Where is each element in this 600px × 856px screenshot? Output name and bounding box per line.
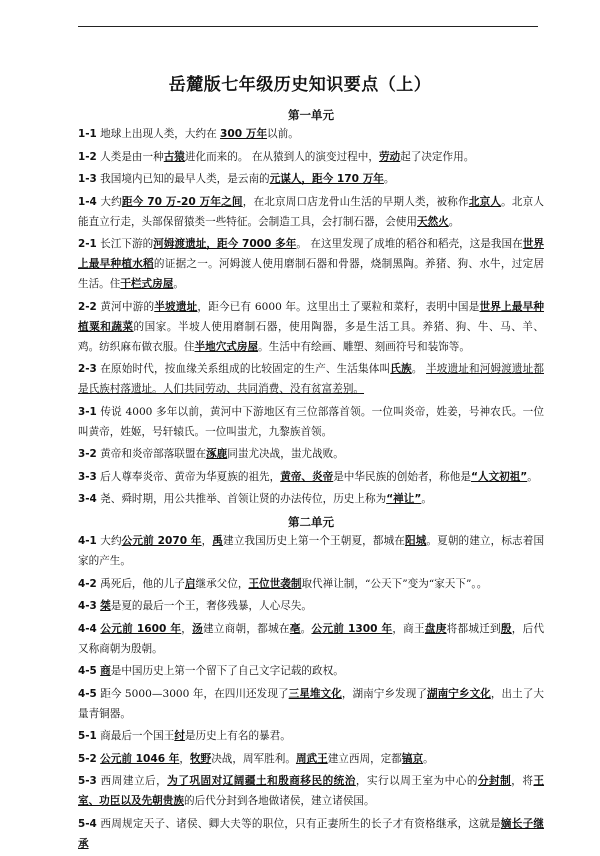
point-text: ，湖南宁乡发现了 <box>341 687 427 700</box>
point-text: 在原始时代，按血缘关系组成的比较固定的生产、生活集体叫 <box>96 363 391 375</box>
point-text: ，实行以周王室为中心的 <box>355 775 478 787</box>
key-term: 嫡长子继承 <box>78 817 544 850</box>
point-text: ，在北京周口店龙骨山生活的早期人类，被称作 <box>242 195 469 208</box>
knowledge-point <box>78 619 544 659</box>
key-term: 公元前 1300 年 <box>311 622 393 635</box>
point-text: 继承父位， <box>195 577 249 590</box>
point-text: 是中华民族的创始者，称他是 <box>333 470 471 483</box>
knowledge-point <box>78 574 544 594</box>
knowledge-point <box>78 444 544 464</box>
key-term: 殷 <box>500 622 512 635</box>
point-number: 1-1 <box>78 128 97 140</box>
unit-items <box>78 124 544 509</box>
point-number: 3-1 <box>78 405 97 418</box>
knowledge-point <box>78 297 544 357</box>
point-text: 后人尊奉炎帝、黄帝为华夏族的祖先， <box>96 470 281 483</box>
point-text: 建立商朝，都城在 <box>202 622 290 635</box>
point-text: ，将 <box>511 775 534 787</box>
knowledge-point <box>78 489 544 509</box>
knowledge-point <box>78 684 544 724</box>
header-rule <box>78 26 538 27</box>
point-number: 3-4 <box>78 493 97 505</box>
point-text: 。生活中有绘画、雕塑、刻画符号和装饰等。 <box>258 340 470 353</box>
point-text: 建立我国历史上第一个王朝夏，都城在 <box>223 535 405 547</box>
key-term: 古猿 <box>163 150 185 163</box>
key-term: 禹 <box>212 535 224 547</box>
point-text: ，出土了大量青铜器。 <box>78 687 545 720</box>
unit-section-2 <box>78 513 544 854</box>
document-body <box>78 106 544 856</box>
point-text: 西周规定天子、诸侯、卿大夫等的职位，只有正妻所生的长子才有资格继承，这就是 <box>96 817 501 830</box>
point-number: 5-4 <box>78 817 97 830</box>
point-text: 。 在这里发现了成堆的稻谷和稻壳，这是我国在 <box>296 238 523 250</box>
key-term: 河姆渡遗址，距今 7000 多年 <box>153 238 297 250</box>
point-number: 1-3 <box>78 173 97 185</box>
point-text: 。 <box>173 278 184 290</box>
point-text: 。 <box>421 493 432 505</box>
key-term: 商 <box>100 665 111 677</box>
point-text: 同蚩尤决战，蚩尤战败。 <box>227 448 344 460</box>
knowledge-point <box>78 771 544 811</box>
knowledge-point <box>78 169 544 189</box>
knowledge-point <box>78 467 544 487</box>
key-term: 阳城 <box>404 535 427 547</box>
key-term: 干栏式房屋 <box>120 278 174 290</box>
point-text: ，后代又称商朝为殷朝。 <box>78 622 545 655</box>
point-text: 商最后一个国王 <box>96 730 175 742</box>
key-term: 湖南宁乡文化 <box>427 687 491 700</box>
key-term: 镐京 <box>401 752 424 765</box>
key-term: 桀 <box>100 600 111 612</box>
point-number: 4-1 <box>78 535 97 547</box>
point-text: 的后代分封到各地做诸侯，建立诸侯国。 <box>183 795 375 807</box>
key-term: 盘庚 <box>424 622 447 635</box>
point-text: 是中国历史上第一个留下了自己文字记载的政权。 <box>110 665 344 677</box>
key-term: 公元前 1046 年 <box>100 752 180 765</box>
point-text: 传说 4000 多年以前，黄河中下游地区有三位部落首领。一位叫炎帝，姓姜，号神农氏。一位叫黄帝，姓姬，号轩辕氏。一位叫蚩尤，九黎族首领。 <box>78 405 544 438</box>
point-text: 以前。 <box>267 128 299 140</box>
point-text: 禹死后，他的儿子 <box>96 577 185 590</box>
point-number: 4-3 <box>78 600 97 612</box>
knowledge-point <box>78 531 544 571</box>
knowledge-point <box>78 661 544 681</box>
knowledge-point <box>78 359 544 399</box>
point-text: 是夏的最后一个王，奢侈残暴，人心尽失。 <box>110 600 313 612</box>
point-text: 尧、舜时期，用公共推举、首领让贤的办法传位，历史上称为 <box>96 493 387 505</box>
point-text: 我国境内已知的最早人类，是云南的 <box>96 173 270 185</box>
point-text: 西周建立后， <box>96 775 168 787</box>
unit-heading: 第一单元 <box>288 108 334 122</box>
point-text: 地球上出现人类，大约在 <box>96 128 221 140</box>
key-term: “人文初祖” <box>470 470 528 483</box>
page-title: 岳麓版七年级历史知识要点（上） <box>168 75 432 95</box>
unit-items <box>78 531 544 854</box>
point-text: ，距今已有 6000 年。这里出土了粟粒和菜籽，表明中国是 <box>197 300 480 313</box>
key-term: 天然火 <box>417 215 449 228</box>
point-text: ， <box>179 752 190 765</box>
key-term: “禅让” <box>386 493 422 505</box>
point-number: 4-5 <box>78 687 97 700</box>
key-term: 王室、功臣以及先朝贵族 <box>78 775 545 807</box>
key-term: 公元前 1600 年 <box>100 622 182 635</box>
point-text: ， <box>181 622 193 635</box>
point-text: 长江下游的 <box>96 238 154 250</box>
point-text: 。 <box>411 363 427 375</box>
key-term: 半地穴式房屋 <box>194 340 259 353</box>
point-text: 。 <box>383 173 395 185</box>
key-term: 世界上最早种植粟和蔬菜 <box>78 300 545 333</box>
key-term: 世界上最早种植水稻 <box>78 238 544 270</box>
knowledge-point <box>78 749 544 769</box>
point-text: 。夏朝的建立，标志着国家的产生。 <box>78 535 545 567</box>
underlined-text: 半坡遗址和河姆渡遗址都是氏族村落遗址。人们共同劳动、共同消费、没有贫富差别。 <box>78 363 545 395</box>
point-text: 距今 5000—3000 年，在四川还发现了 <box>96 687 289 700</box>
knowledge-point <box>78 726 544 746</box>
point-number: 3-3 <box>78 470 97 483</box>
point-text: 是历史上有名的暴君。 <box>184 730 291 742</box>
key-term: 半坡遗址 <box>154 300 198 313</box>
knowledge-point <box>78 596 544 616</box>
point-text: 大约 <box>96 535 122 547</box>
point-text: 进化而来的。 在从猿到人的演变过程中， <box>184 150 379 163</box>
point-text: 将都城迁到 <box>446 622 501 635</box>
point-text: ，商王 <box>392 622 425 635</box>
key-term: 黄帝、炎帝 <box>280 470 334 483</box>
key-term: 为了巩固对辽阔疆土和殷商移民的统治 <box>167 775 356 787</box>
knowledge-point <box>78 814 544 854</box>
key-term: 氏族 <box>390 363 412 375</box>
knowledge-point <box>78 147 544 167</box>
key-term: 分封制 <box>477 775 512 787</box>
point-number: 4-5 <box>78 665 97 677</box>
key-term: 王位世袭制 <box>248 577 302 590</box>
point-text: 黄帝和炎帝部落联盟在 <box>96 448 207 460</box>
point-number: 3-2 <box>78 448 97 460</box>
point-text: 的国家。半坡人使用磨制石器，使用陶器，多是生活工具。养猪、狗、牛、马、羊、鸡。纺织麻布做衣服。住 <box>78 320 545 353</box>
unit-heading: 第二单元 <box>288 515 334 529</box>
point-number: 5-3 <box>78 775 97 787</box>
point-text: 。 <box>300 622 312 635</box>
key-term: 距今 70 万-20 万年之间 <box>121 195 243 208</box>
point-text: 建立西周，定都 <box>327 752 402 765</box>
point-text: 的证据之一。河姆渡人使用磨制石器和骨器，烧制黑陶。养猪、狗、水牛，过定居生活。住 <box>78 258 545 290</box>
point-text: 黄河中游的 <box>96 300 155 313</box>
point-text: 取代禅让制，“公天下”变为“家天下”。。 <box>301 577 488 590</box>
key-term: 纣 <box>174 730 185 742</box>
key-term: 亳 <box>289 622 301 635</box>
key-term: 元谋人，距今 170 万年 <box>269 173 384 185</box>
point-text: 起了决定作用。 <box>400 150 475 163</box>
point-number: 1-2 <box>78 150 97 163</box>
point-text: 。北京人能直立行走，头部保留猿类一些特征。会制造工具，会打制石器，会使用 <box>78 195 545 228</box>
point-number: 1-4 <box>78 195 97 208</box>
point-text: 。 <box>527 470 538 483</box>
point-number: 5-1 <box>78 730 97 742</box>
point-number: 4-2 <box>78 577 97 590</box>
key-term: 周武王 <box>295 752 328 765</box>
point-text: 决战，周军胜利。 <box>211 752 296 765</box>
point-text: 。 <box>423 752 434 765</box>
point-number: 2-1 <box>78 238 97 250</box>
key-term: 汤 <box>192 622 203 635</box>
point-text: ， <box>201 535 213 547</box>
point-number: 2-2 <box>78 300 97 313</box>
point-text: 。 <box>448 215 460 228</box>
point-number: 2-3 <box>78 363 97 375</box>
key-term: 三星堆文化 <box>288 687 342 700</box>
unit-section-1 <box>78 106 544 509</box>
key-term: 300 万年 <box>220 128 268 140</box>
point-text: 大约 <box>96 195 122 208</box>
point-text: 人类是由一种 <box>96 150 164 163</box>
key-term: 北京人 <box>468 195 502 208</box>
point-number: 4-4 <box>78 622 97 635</box>
key-term: 涿鹿 <box>206 448 228 460</box>
knowledge-point <box>78 234 544 294</box>
key-term: 劳动 <box>378 150 401 163</box>
knowledge-point <box>78 192 544 232</box>
key-term: 启 <box>184 577 196 590</box>
knowledge-point <box>78 124 544 144</box>
point-number: 5-2 <box>78 752 97 765</box>
key-term: 牧野 <box>190 752 212 765</box>
key-term: 公元前 2070 年 <box>121 535 202 547</box>
knowledge-point <box>78 402 544 442</box>
